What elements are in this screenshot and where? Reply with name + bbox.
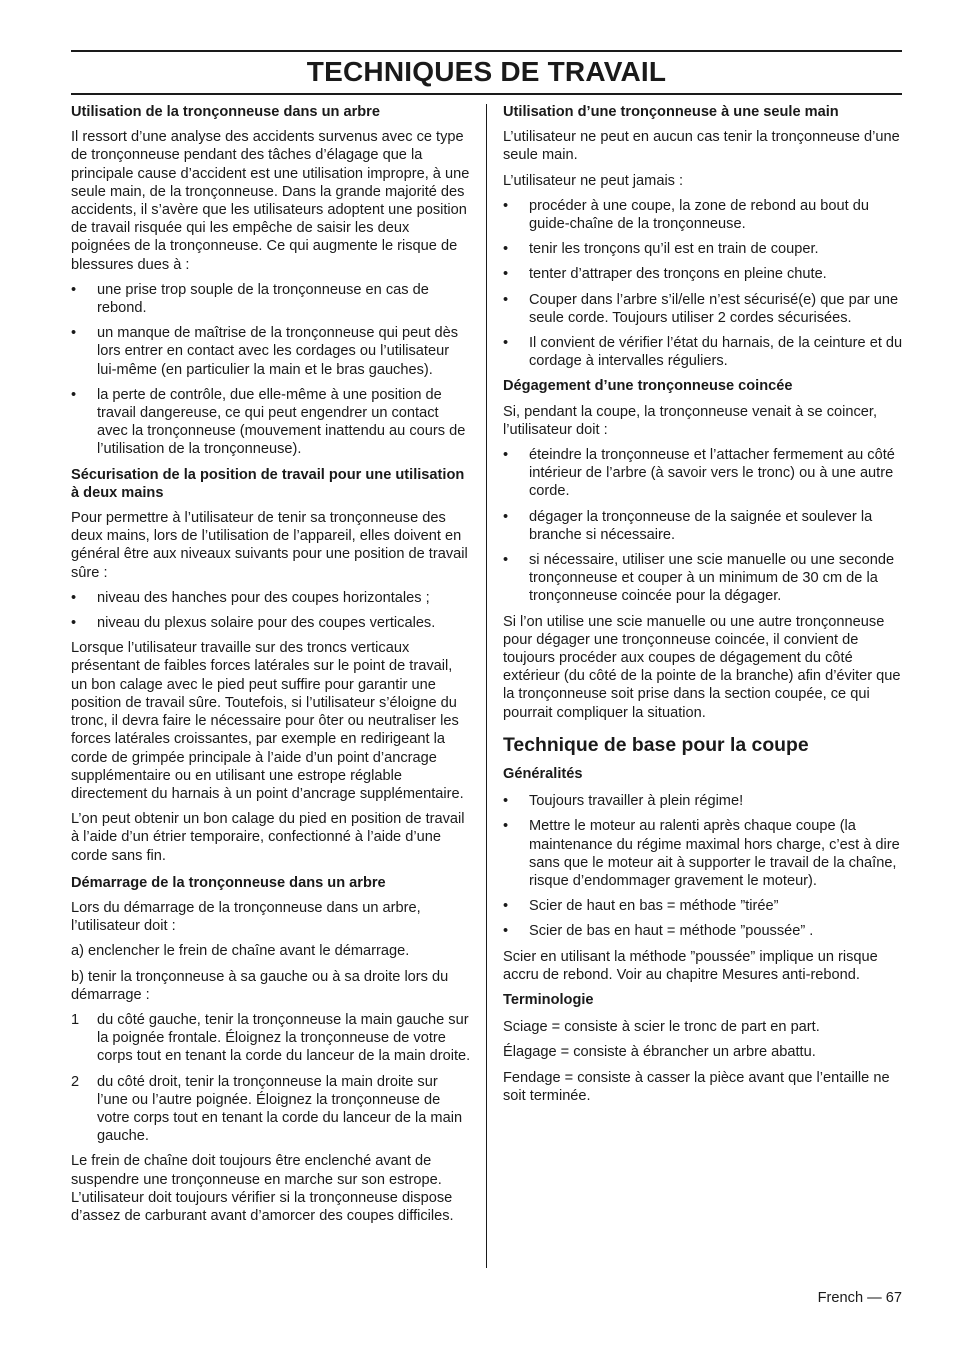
bullet-marker: •: [71, 325, 77, 342]
bullet-marker: •: [503, 266, 509, 283]
section-heading-tree-use: Utilisation de la tronçonneuse dans un arbre: [71, 104, 380, 120]
list-item: 1 du côté gauche, tenir la tronçonneuse la main gauche sur la poignée frontale. Éloignez la tronçonneuse de votre corps tout en tenant la corde du lanceur de la main droite.: [71, 1011, 471, 1065]
list-item: • Il convient de vérifier l’état du harnais, de la ceinture et du cordage à intervalles réguliers.: [503, 335, 903, 370]
paragraph: L’on peut obtenir un bon calage du pied en position de travail à l’aide d’un étrier temporaire, confectionné à l’aide d’une corde sans fin.: [71, 811, 465, 864]
bullet-marker: •: [503, 898, 509, 915]
bullet-marker: •: [503, 291, 509, 308]
list-item: • si nécessaire, utiliser une scie manuelle ou une seconde tronçonneuse et couper à un minimum de 30 cm de la tronçonneuse coincée pour la dégager.: [503, 552, 895, 605]
subheading-terminology: Terminologie: [503, 991, 594, 1008]
paragraph: Sciage = consiste à scier le tronc de part en part.: [503, 1019, 820, 1036]
bullet-list: [503, 792, 905, 940]
list-number: 1: [71, 1011, 80, 1028]
bullet-marker: •: [71, 386, 77, 403]
paragraph: Pour permettre à l’utilisateur de tenir sa tronçonneuse des deux mains, lors de l’utilisation de l’appareil, elles doivent en général être aux niveaux suivants pour une position de travail sûre :: [71, 510, 468, 581]
paragraph: Le frein de chaîne doit toujours être enclenché avant de suspendre une tronçonneuse en marche sur son estrope. L’utilisateur doit toujours vérifier si la tronçonneuse dispose d’assez de carburant avant d’amorcer des coupes difficiles.: [71, 1153, 454, 1224]
bullet-marker: •: [503, 197, 509, 214]
paragraph: Élagage = consiste à ébrancher un arbre abattu.: [503, 1044, 816, 1061]
bullet-marker: •: [503, 335, 509, 352]
right-column: [503, 103, 905, 1112]
section-heading-starting: Démarrage de la tronçonneuse dans un arbre: [71, 874, 386, 891]
bullet-list: [71, 281, 471, 459]
paragraph: Fendage = consiste à casser la pièce avant que l’entaille ne soit terminée.: [503, 1069, 890, 1104]
bullet-marker: •: [503, 818, 509, 835]
list-item: • éteindre la tronçonneuse et l’attacher fermement au côté intérieur de l’arbre (à savoir vers le tronc) ou à une autre corde.: [503, 447, 895, 500]
list-item: • Toujours travailler à plein régime!: [503, 793, 744, 810]
section-title-cutting-technique: Technique de base pour la coupe: [503, 733, 809, 756]
header-rule-top: [71, 50, 902, 52]
list-item: • Couper dans l’arbre s’il/elle n’est sécurisé(e) que par une seule corde. Toujours utiliser 2 cordes sécurisées.: [503, 291, 899, 326]
paragraph: b) tenir la tronçonneuse à sa gauche ou à sa droite lors du démarrage :: [71, 968, 449, 1003]
list-number: 2: [71, 1073, 80, 1090]
list-item: • tenir les tronçons qu’il est en train de couper.: [503, 241, 819, 258]
bullet-marker: •: [503, 241, 509, 258]
left-column: [71, 103, 471, 1232]
bullet-marker: •: [503, 508, 509, 525]
list-item: • procéder à une coupe, la zone de rebond au bout du guide-chaîne de la tronçonneuse.: [503, 197, 869, 233]
paragraph: Lors du démarrage de la tronçonneuse dans un arbre, l’utilisateur doit :: [71, 899, 421, 935]
bullet-marker: •: [503, 793, 509, 810]
list-item: 2 du côté droit, tenir la tronçonneuse la main droite sur l’une ou l’autre poignée. Éloignez la tronçonneuse de votre corps tout en tenant la corde du lanceur de la main gauche.: [71, 1073, 463, 1145]
list-item: • niveau du plexus solaire pour des coupes verticales.: [71, 615, 436, 632]
bullet-list: [71, 589, 471, 632]
paragraph: Si l’on utilise une scie manuelle ou une autre tronçonneuse pour dégager une tronçonneuse coincée, il convient de toujours procéder aux coupes de dégagement du côté extérieur (du côté de la pointe de la branche) afin d’éviter que la tronçonneuse soit prise dans la section coupée, ce qui pourrait compliquer la situation.: [503, 613, 901, 721]
bullet-marker: •: [503, 923, 509, 940]
bullet-marker: •: [71, 589, 77, 606]
page-number: French — 67: [817, 1290, 902, 1306]
paragraph: Il ressort d’une analyse des accidents survenus avec ce type de tronçonneuse pendant des tâches d’élagage que la principale cause d’accident est une utilisation impropre, à une seule main, de la tronçonneuse. Dans la grande majorité des accidents, il s’avère que les utilisateurs adoptent une position de travail risquée qui les empêche de saisir les deux poignées de la tronçonneuse. Ce qui augmente le risque de blessures dues à :: [71, 129, 470, 273]
paragraph: Si, pendant la coupe, la tronçonneuse venait à se coincer, l’utilisateur doit :: [503, 403, 878, 438]
list-item: • un manque de maîtrise de la tronçonneuse qui peut dès lors entrer en contact avec les cordages ou l’utilisateur lui-même (en particulier la main et le bras gauches).: [71, 325, 459, 378]
section-heading-two-hands: Sécurisation de la position de travail pour une utilisation à deux mains: [71, 466, 465, 501]
list-item: • la perte de contrôle, due elle-même à une position de travail dangereuse, ce qui peut engendrer un contact avec la tronçonneuse (mouvement inattendu au cours de l’utilisation de la tronçonneuse).: [71, 386, 466, 458]
bullet-marker: •: [503, 552, 509, 569]
list-item: • Scier de haut en bas = méthode ”tirée”: [503, 898, 779, 915]
bullet-list: [503, 446, 905, 606]
section-heading-one-hand: Utilisation d’une tronçonneuse à une seule main: [503, 104, 839, 120]
list-item: • Mettre le moteur au ralenti après chaque coupe (la maintenance du régime maximal hors charge, c’est à dire sans que le moteur ait à supporter le travail de la chaîne, risque d’endommager gravement le moteur).: [503, 818, 900, 889]
column-divider: [486, 104, 487, 1268]
header-rule-bottom: [71, 93, 902, 95]
paragraph: Lorsque l’utilisateur travaille sur des troncs verticaux présentant de faibles forces latérales sur le point de travail, un bon calage avec le pied peut suffire pour garantir une position de travail sûre. Toutefois, si l’utilisateur s’éloigne du tronc, il devra faire le nécessaire pour ôter ou neutraliser les forces latérales croissantes, par exemple en redirigeant la corde de grimpée principale à l’aide d’un point d’ancrage supplémentaire ou en utilisant une estrope réglable directement du harnais à un point d’ancrage supplémentaire.: [71, 640, 464, 802]
paragraph: L’utilisateur ne peut jamais :: [503, 172, 684, 189]
bullet-list: [503, 197, 905, 371]
list-item: • Scier de bas en haut = méthode ”poussée” .: [503, 923, 814, 940]
numbered-list: [71, 1011, 471, 1145]
subheading-generalities: Généralités: [503, 765, 583, 782]
list-item: • tenter d’attraper des tronçons en pleine chute.: [503, 266, 827, 283]
list-item: • niveau des hanches pour des coupes horizontales ;: [71, 589, 430, 606]
paragraph: L’utilisateur ne peut en aucun cas tenir la tronçonneuse d’une seule main.: [503, 129, 900, 164]
paragraph: a) enclencher le frein de chaîne avant le démarrage.: [71, 943, 410, 960]
list-item: • une prise trop souple de la tronçonneuse en cas de rebond.: [71, 281, 429, 317]
list-item: • dégager la tronçonneuse de la saignée et soulever la branche si nécessaire.: [503, 508, 873, 543]
paragraph: Scier en utilisant la méthode ”poussée” implique un risque accru de rebond. Voir au chapitre Mesures anti-rebond.: [503, 948, 878, 983]
bullet-marker: •: [71, 615, 77, 632]
page-title: TECHNIQUES DE TRAVAIL: [306, 56, 667, 87]
bullet-marker: •: [503, 447, 509, 464]
section-heading-stuck-saw: Dégagement d’une tronçonneuse coincée: [503, 378, 793, 395]
bullet-marker: •: [71, 281, 77, 298]
